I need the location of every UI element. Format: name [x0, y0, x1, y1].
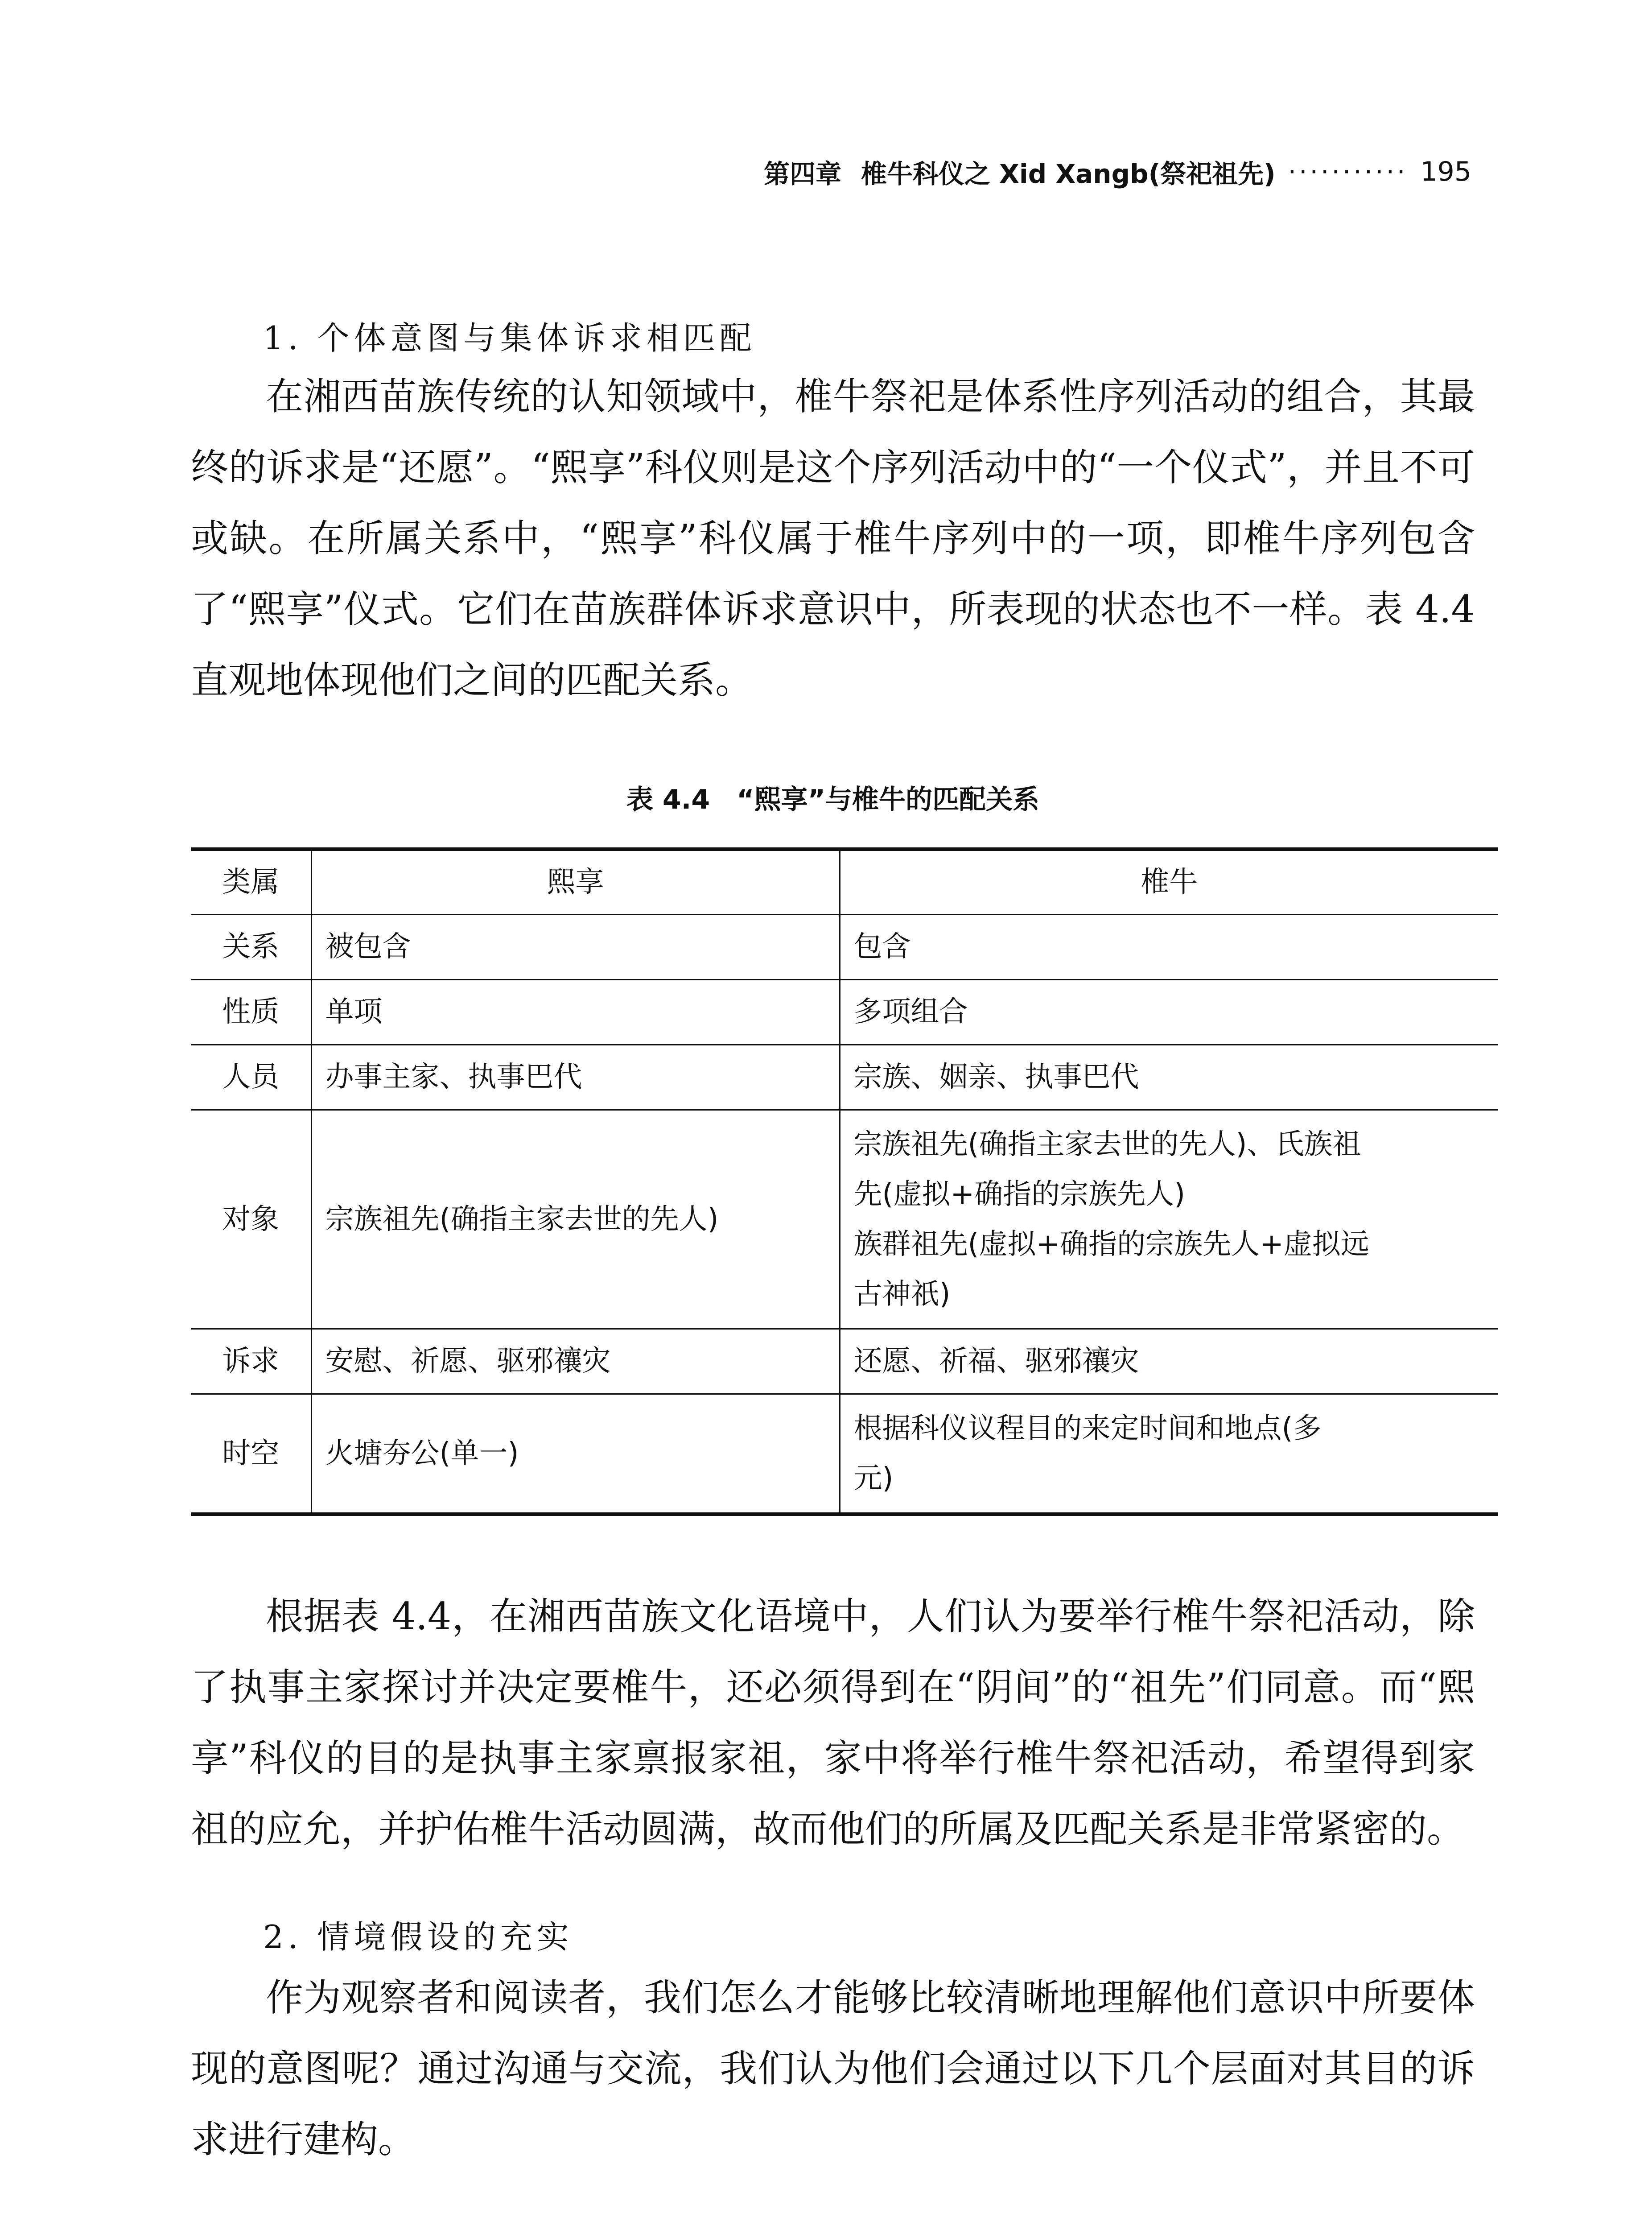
table-row [191, 1110, 1498, 1329]
table-row [191, 914, 1498, 979]
column-header-zhuiniu: 椎牛 [840, 849, 1498, 914]
cell-line: 元) [853, 1462, 894, 1495]
running-header [740, 154, 1471, 190]
section-heading-1: 1. 个体意图与集体诉求相匹配 [263, 319, 756, 357]
cell-line: 古神祇) [853, 1277, 951, 1311]
zhuiniu-cell [840, 1110, 1498, 1329]
table-header-row [191, 849, 1498, 914]
table-row [191, 979, 1498, 1045]
section-heading-2: 2. 情境假设的充实 [263, 1918, 573, 1956]
zhuiniu-cell [840, 979, 1498, 1045]
zhuiniu-cell [840, 1394, 1498, 1514]
row-category: 对象 [191, 1110, 311, 1329]
chapter-label: 第四章 [763, 159, 841, 189]
xixiang-cell: 安慰、祈愿、驱邪禳灾 [311, 1329, 840, 1394]
row-category: 性质 [191, 979, 311, 1045]
chapter-title: 椎牛科仪之 Xid Xangb(祭祀祖先) [861, 159, 1276, 189]
table-row [191, 1394, 1498, 1514]
column-header-xixiang: 熙享 [311, 849, 840, 914]
page-number: 195 [1420, 156, 1471, 187]
cell-line: 包含 [853, 930, 911, 963]
xixiang-cell: 被包含 [311, 914, 840, 979]
cell-line: 宗族祖先(确指主家去世的先人)、氏族祖 [853, 1127, 1361, 1161]
row-category: 诉求 [191, 1329, 311, 1394]
table-row [191, 1045, 1498, 1110]
xixiang-cell: 办事主家、执事巴代 [311, 1045, 840, 1110]
xixiang-cell: 火塘夯公(单一) [311, 1394, 840, 1514]
comparison-table [191, 847, 1498, 1516]
zhuiniu-cell [840, 1045, 1498, 1110]
cell-line: 根据科仪议程目的来定时间和地点(多 [853, 1412, 1322, 1445]
cell-line: 族群祖先(虚拟+确指的宗族先人+虚拟远 [853, 1227, 1369, 1261]
leader-dots: ··········· [1288, 157, 1408, 187]
row-category: 时空 [191, 1394, 311, 1514]
paragraph-observer: 作为观察者和阅读者，我们怎么才能够比较清晰地理解他们意识中所要体现的意图呢？通过沟通与交流，我们认为他们会通过以下几个层面对其目的诉求进行建构。 [191, 1976, 1475, 2161]
paragraph-intro: 在湘西苗族传统的认知领域中，椎牛祭祀是体系性序列活动的组合，其最终的诉求是“还愿”。“熙享”科仪则是这个序列活动中的“一个仪式”，并且不可或缺。在所属关系中，“熙享”科仪属于椎牛序列中的一项，即椎牛序列包含了“熙享”仪式。它们在苗族群体诉求意识中，所表现的状态也不一样。表 4.4 直观地体现他们之间的匹配关系。 [191, 375, 1475, 702]
cell-line: 宗族、姻亲、执事巴代 [853, 1061, 1139, 1094]
cell-line: 先(虚拟+确指的宗族先人) [853, 1177, 1186, 1211]
paragraph-analysis: 根据表 4.4，在湘西苗族文化语境中，人们认为要举行椎牛祭祀活动，除了执事主家探讨并决定要椎牛，还必须得到在“阴间”的“祖先”们同意。而“熙享”科仪的目的是执事主家禀报家祖，家中将举行椎牛祭祀活动，希望得到家祖的应允，并护佑椎牛活动圆满，故而他们的所属及匹配关系是非常紧密的。 [191, 1594, 1475, 1851]
xixiang-cell: 单项 [311, 979, 840, 1045]
xixiang-cell: 宗族祖先(确指主家去世的先人) [311, 1110, 840, 1329]
cell-line: 还愿、祈福、驱邪禳灾 [853, 1345, 1139, 1378]
row-category: 关系 [191, 914, 311, 979]
table-row [191, 1329, 1498, 1394]
table-caption: 表 4.4 “熙享”与椎牛的匹配关系 [626, 784, 1040, 815]
column-header-category: 类属 [191, 849, 311, 914]
zhuiniu-cell [840, 914, 1498, 979]
cell-line: 多项组合 [853, 995, 968, 1028]
row-category: 人员 [191, 1045, 311, 1110]
zhuiniu-cell [840, 1329, 1498, 1394]
